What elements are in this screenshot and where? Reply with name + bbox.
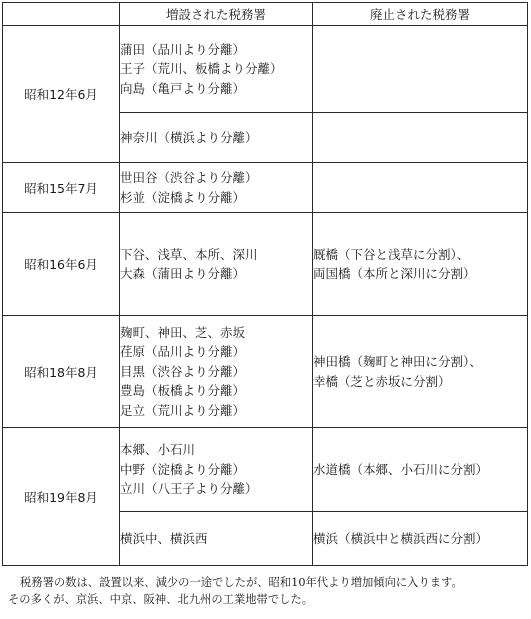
abolished-office: 両国橋（本所と深川に分割） (313, 266, 476, 281)
abolished-office: 厩橋（下谷と浅草に分割）、 (313, 246, 470, 262)
added-office: 横浜中、横浜西 (120, 530, 208, 546)
abolished-offices-cell (313, 428, 528, 512)
header-date (3, 3, 120, 26)
abolished-offices-cell (313, 163, 528, 213)
table-row (3, 26, 528, 113)
abolished-offices-cell (313, 316, 528, 428)
footnote-line: 税務署の数は、設置以来、減少の一途でしたが、昭和10年代より増加傾向に入ります。 (20, 576, 463, 589)
header-abolished-offices: 廃止された税務署 (313, 3, 528, 26)
added-office: 本郷、小石川 (120, 442, 196, 458)
added-offices-cell (120, 113, 313, 163)
abolished-offices-cell (313, 113, 528, 163)
added-office: 目黒（渋谷より分離） (120, 363, 246, 379)
added-office: 荏原（品川より分離） (120, 344, 246, 360)
added-office: 向島（亀戸より分離） (120, 80, 246, 96)
table-row (3, 163, 528, 213)
row-date: 昭和16年6月 (3, 213, 120, 316)
row-date: 昭和18年8月 (3, 316, 120, 428)
added-office: 杉並（淀橋より分離） (120, 189, 246, 205)
table-row (3, 213, 528, 316)
header-row (3, 3, 528, 26)
added-office: 立川（八王子より分離） (120, 481, 258, 497)
tax-office-table (2, 2, 528, 566)
row-date: 昭和19年8月 (3, 428, 120, 566)
added-offices-cell (120, 26, 313, 113)
abolished-offices-cell (313, 512, 528, 566)
table-row (3, 316, 528, 428)
added-office: 大森（蒲田より分離） (120, 266, 246, 281)
abolished-office: 神田橋（麹町と神田に分割）、 (313, 354, 482, 369)
table-row (3, 428, 528, 512)
row-date: 昭和12年6月 (3, 26, 120, 163)
added-offices-cell (120, 316, 313, 428)
added-offices-cell (120, 428, 313, 512)
abolished-offices-cell (313, 26, 528, 113)
added-office: 中野（淀橋より分離） (120, 461, 246, 477)
added-offices-cell (120, 512, 313, 566)
abolished-offices-cell (313, 213, 528, 316)
added-office: 下谷、浅草、本所、深川 (120, 246, 258, 262)
added-offices-cell (120, 213, 313, 316)
added-office: 神奈川（横浜より分離） (120, 129, 258, 145)
added-office: 世田谷（渋谷より分離） (120, 170, 258, 185)
added-office: 豊島（板橋より分離） (120, 383, 246, 399)
added-office: 麹町、神田、芝、赤坂 (120, 324, 246, 340)
added-offices-cell (120, 163, 313, 213)
abolished-office: 幸橋（芝と赤坂に分割） (313, 373, 451, 389)
header-added-offices: 増設された税務署 (120, 3, 313, 26)
abolished-office: 水道橋（本郷、小石川に分割） (313, 461, 489, 477)
footnote-line: その多くが、京浜、中京、阪神、北九州の工業地帯でした。 (8, 593, 314, 606)
added-office: 王子（荒川、板橋より分離） (120, 61, 283, 77)
added-office: 蒲田（品川より分離） (120, 41, 246, 57)
abolished-office: 横浜（横浜中と横浜西に分割） (313, 530, 489, 546)
row-date: 昭和15年7月 (3, 163, 120, 213)
added-office: 足立（荒川より分離） (120, 402, 246, 418)
footnote (8, 574, 526, 608)
